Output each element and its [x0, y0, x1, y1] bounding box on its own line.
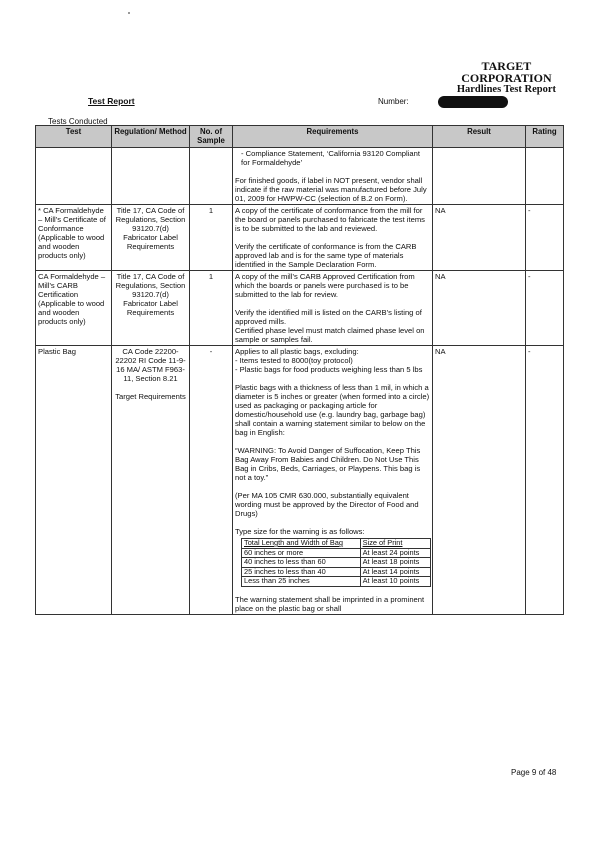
regulation-cell: [112, 148, 190, 205]
rating-cell: -: [526, 271, 564, 346]
requirements-cell: [233, 271, 433, 346]
report-title: Test Report: [88, 96, 135, 106]
requirement-text: - Plastic bags for food products weighing less than 5 lbs: [235, 365, 423, 374]
requirement-text: - Compliance Statement, ‘California 93120 Compliant for Formaldehyde’: [241, 149, 420, 167]
requirement-text: Plastic bags with a thickness of less than 1 mil, in which a diameter is 5 inches or greater (when formed into a circle) used as packaging or packaging article for domestic/household use (e.g. laundry bag, garbage bag) shall contain a warning statement similar to below on the bag in English:: [235, 383, 430, 437]
test-cell: Plastic Bag: [36, 346, 112, 615]
print-size-header: Total Length and Width of Bag: [242, 539, 361, 549]
company-header: [457, 60, 556, 96]
regulation-text: CA Code 22200-22202 RI Code 11-9-16 MA/ ASTM F963-11, Section 8.21: [115, 347, 186, 383]
test-cell: CA Formaldehyde – Mill’s CARB Certification (Applicable to wood and wooden products only): [36, 271, 112, 346]
table-header-row: [36, 126, 564, 148]
print-size-header-row: [242, 539, 431, 549]
requirements-cell: [233, 346, 433, 615]
print-size-points: At least 10 points: [360, 577, 430, 587]
number-label: Number:: [378, 97, 409, 106]
samples-cell: [190, 148, 233, 205]
requirement-text: (Per MA 105 CMR 630.000, substantially equivalent wording must be approved by the Director of Food and Drugs): [235, 491, 419, 518]
col-header-requirements: Requirements: [233, 126, 433, 148]
print-size-header: Size of Print: [360, 539, 430, 549]
regulation-cell: Title 17, CA Code of Regulations, Section 93120.7(d) Fabricator Label Requirements: [112, 205, 190, 271]
print-size-table: [241, 538, 431, 587]
regulation-cell: [112, 346, 190, 615]
samples-cell: 1: [190, 205, 233, 271]
requirement-text: A copy of the mill’s CARB Approved Certification from which the boards or panels were purchased is to be submitted to the lab for review.: [235, 272, 415, 299]
requirement-text: Verify the identified mill is listed on the CARB’s listing of approved mills.: [235, 308, 422, 326]
print-size-row: [242, 558, 431, 568]
samples-cell: -: [190, 346, 233, 615]
col-header-regulation: Regulation/ Method: [112, 126, 190, 148]
print-size-length: 60 inches or more: [242, 548, 361, 558]
page-number: Page 9 of 48: [511, 768, 557, 777]
requirement-text: - Items tested to 8000(toy protocol): [235, 356, 353, 365]
test-cell: * CA Formaldehyde – Mill’s Certificate of Conformance (Applicable to wood and wooden products only): [36, 205, 112, 271]
col-header-rating: Rating: [526, 126, 564, 148]
table-row: [36, 148, 564, 205]
requirement-text: Verify the certificate of conformance is from the CARB approved lab and is for the same type of materials identified in the Sample Declaration Form.: [235, 242, 417, 269]
print-size-points: At least 14 points: [360, 567, 430, 577]
test-table: [35, 125, 564, 615]
col-header-test: Test: [36, 126, 112, 148]
regulation-cell: Title 17, CA Code of Regulations, Section 93120.7(d) Fabricator Label Requirements: [112, 271, 190, 346]
print-size-length: Less than 25 inches: [242, 577, 361, 587]
redacted-number: [438, 96, 508, 108]
print-size-row: [242, 577, 431, 587]
requirements-cell: [233, 205, 433, 271]
test-cell: [36, 148, 112, 205]
requirement-text: A copy of the certificate of conformance from the mill for the board or panels purchased to fabricate the test items is to be submitted to the lab and reviewed.: [235, 206, 425, 233]
rating-cell: -: [526, 205, 564, 271]
col-header-samples: No. of Sample: [190, 126, 233, 148]
print-size-length: 40 inches to less than 60: [242, 558, 361, 568]
table-row: [36, 205, 564, 271]
requirement-text: Applies to all plastic bags, excluding:: [235, 347, 359, 356]
requirement-text: “WARNING: To Avoid Danger of Suffocation, Keep This Bag Away From Babies and Children. Do Not Use This Bag in Cribs, Beds, Carriages, or Playpens. This bag is not a toy.”: [235, 446, 421, 482]
result-cell: NA: [433, 205, 526, 271]
print-size-length: 25 inches to less than 40: [242, 567, 361, 577]
rating-cell: [526, 148, 564, 205]
report-type: Hardlines Test Report: [456, 84, 556, 95]
table-row: [36, 271, 564, 346]
requirements-cell: [233, 148, 433, 205]
requirement-text: Type size for the warning is as follows:: [235, 527, 365, 536]
company-name-line1: TARGET: [481, 59, 532, 73]
regulation-text: Target Requirements: [115, 392, 186, 401]
requirement-text: Certified phase level must match claimed phase level on sample or samples fail.: [235, 326, 425, 344]
tests-conducted-label: Tests Conducted: [48, 117, 108, 126]
result-cell: NA: [433, 271, 526, 346]
scan-speck: [128, 12, 130, 14]
result-cell: [433, 148, 526, 205]
print-size-points: At least 24 points: [360, 548, 430, 558]
company-name-line2: CORPORATION: [461, 71, 552, 85]
result-cell: NA: [433, 346, 526, 615]
col-header-result: Result: [433, 126, 526, 148]
requirement-text: The warning statement shall be imprinted in a prominent place on the plastic bag or shall: [235, 594, 425, 613]
requirement-text: For finished goods, if label in NOT present, vendor shall indicate if the raw material was manufactured before July 01, 2009 for HWPW-CC (selection of B.2 on Form).: [235, 176, 427, 203]
table-row: [36, 346, 564, 615]
samples-cell: 1: [190, 271, 233, 346]
rating-cell: -: [526, 346, 564, 615]
print-size-points: At least 18 points: [360, 558, 430, 568]
